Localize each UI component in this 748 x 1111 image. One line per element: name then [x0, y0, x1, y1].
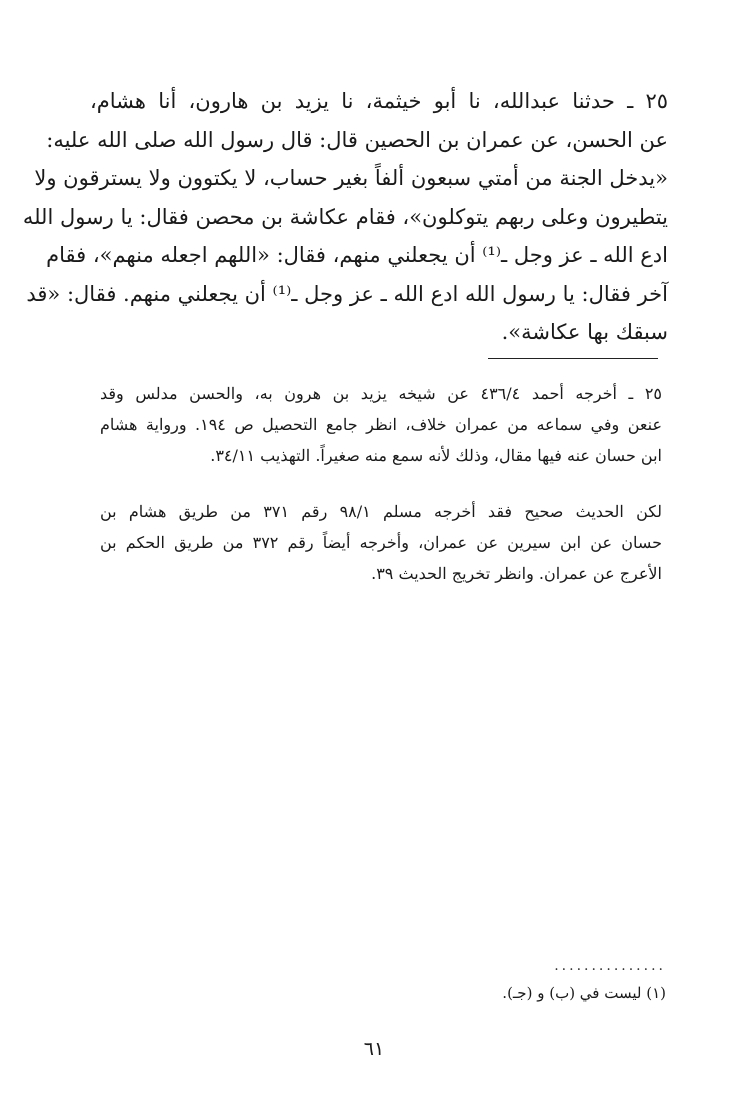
- commentary-line: ٢٥ ـ أخرجه أحمد ٤٣٦/٤ عن شيخه يزيد بن هرون به، والحسن مدلس وقد: [100, 384, 662, 403]
- hadith-line: يتطيرون وعلى ربهم يتوكلون»، فقام عكاشة بن محصن فقال: يا رسول الله: [22, 204, 668, 229]
- hadith-line: عن الحسن، عن عمران بن الحصين قال: قال رسول الله صلى الله عليه:: [46, 127, 668, 152]
- commentary-line: لكن الحديث صحيح فقد أخرجه مسلم ٩٨/١ رقم ٣٧١ من طريق هشام بن: [100, 502, 662, 521]
- commentary-paragraph-1: [100, 378, 662, 471]
- commentary-line: عنعن وفي سماعه من عمران خلاف، انظر جامع التحصيل ص ١٩٤. ورواية هشام: [100, 415, 662, 434]
- footnote-separator: ...............: [554, 958, 666, 974]
- hadith-line: آخر فقال: يا رسول الله ادع الله ـ عز وجل ـ⁽¹⁾ أن يجعلني منهم. فقال: «قد: [26, 281, 668, 306]
- commentary-line: حسان عن ابن سيرين عن عمران، وأخرجه أيضاً رقم ٣٧٢ من طريق الحكم بن: [100, 533, 663, 552]
- commentary-line: الأعرج عن عمران. وانظر تخريج الحديث ٣٩.: [371, 564, 662, 583]
- commentary-paragraph-2: [100, 496, 662, 589]
- hadith-line: سبقك بها عكاشة».: [501, 320, 668, 344]
- hadith-line: «يدخل الجنة من أمتي سبعون ألفاً بغير حساب، لا يكتوون ولا يسترقون ولا: [34, 166, 668, 190]
- commentary-line: ابن حسان عنه فيها مقال، وذلك لأنه سمع منه صغيراً. التهذيب ٣٤/١١.: [210, 446, 662, 465]
- footnote: (١) ليست في (ب) و (جـ).: [502, 984, 666, 1002]
- hadith-line: ادع الله ـ عز وجل ـ⁽¹⁾ أن يجعلني منهم، فقال: «اللهم اجعله منهم»، فقام: [46, 243, 668, 267]
- hadith-text: [22, 82, 668, 352]
- commentary-divider: [488, 358, 658, 359]
- hadith-line: ٢٥ ـ حدثنا عبدالله، نا أبو خيثمة، نا يزيد بن هارون، أنا هشام،: [90, 89, 668, 113]
- page-number: ٦١: [363, 1038, 385, 1060]
